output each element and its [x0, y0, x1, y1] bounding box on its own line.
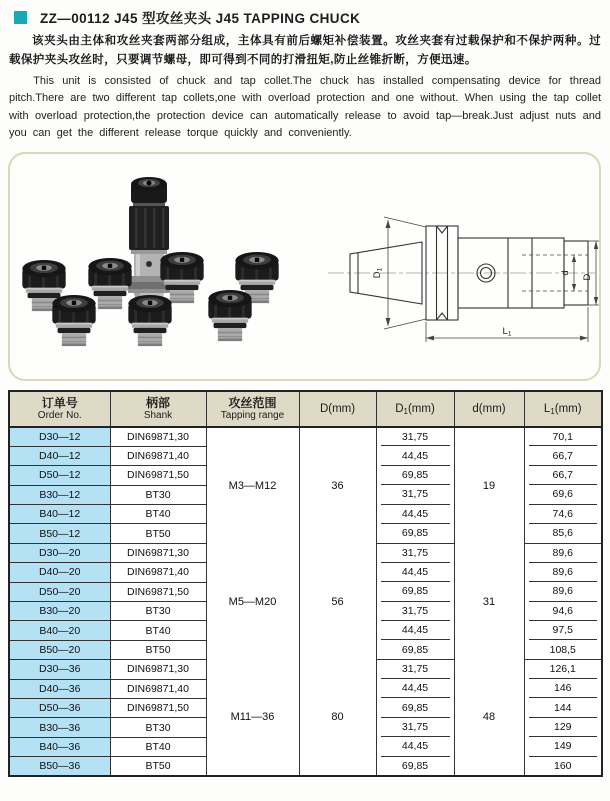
shank-cell: BT50	[110, 524, 206, 543]
l1-cell: 146	[524, 679, 602, 698]
l1-cell: 85,6	[524, 524, 602, 543]
order-no-cell: B50—12	[9, 524, 110, 543]
l1-cell: 129	[524, 718, 602, 737]
d1-cell: 31,75	[376, 543, 454, 562]
product-image-panel	[8, 152, 601, 381]
shank-cell: DIN69871,40	[110, 446, 206, 465]
header-D: D(mm)	[299, 391, 376, 427]
order-no-cell: B50—36	[9, 757, 110, 776]
l1-cell: 89,6	[524, 563, 602, 582]
order-no-cell: B30—20	[9, 602, 110, 621]
d1-cell: 31,75	[376, 485, 454, 504]
header-D1: $D_1(mm)$	[376, 391, 454, 427]
tapping-range-cell: M5—M20	[206, 543, 299, 659]
spec-table	[8, 390, 603, 777]
order-no-cell: D30—20	[9, 543, 110, 562]
shank-cell: DIN69871,50	[110, 698, 206, 717]
order-no-cell: D30—12	[9, 427, 110, 446]
order-no-cell: D40—12	[9, 446, 110, 465]
header-tapping-range: 攻丝范围 Tapping range	[206, 391, 299, 427]
d1-cell: 44,45	[376, 737, 454, 756]
table-row	[9, 660, 602, 679]
order-no-cell: D50—12	[9, 466, 110, 485]
l1-cell: 149	[524, 737, 602, 756]
shank-cell: DIN69871,30	[110, 660, 206, 679]
header-d: d(mm)	[454, 391, 524, 427]
shank-cell: DIN69871,50	[110, 466, 206, 485]
l1-cell: 144	[524, 698, 602, 717]
shank-cell: BT40	[110, 505, 206, 524]
d-minor-cell: 48	[454, 660, 524, 776]
description-cn: 该夹头由主体和攻丝夹套两部分组成，主体具有前后螺矩补偿装置。攻丝夹套有过载保护和不保护两种。过载保护夹头攻丝时，只要调节螺母，即可得到不同的打滑扭矩,防止丝锥折断，方便迅速。	[9, 35, 601, 66]
d1-cell: 31,75	[376, 718, 454, 737]
d1-cell: 69,85	[376, 466, 454, 485]
order-no-cell: B40—36	[9, 737, 110, 756]
l1-cell: 70,1	[524, 427, 602, 446]
order-no-cell: D50—36	[9, 698, 110, 717]
l1-cell: 69,6	[524, 485, 602, 504]
order-no-cell: D40—20	[9, 563, 110, 582]
d-major-cell: 80	[299, 660, 376, 776]
header-order-no: 订单号 Order No.	[9, 391, 110, 427]
shank-cell: BT30	[110, 485, 206, 504]
d1-cell: 44,45	[376, 505, 454, 524]
section-bullet-icon	[14, 11, 27, 24]
svg-text:D: D	[582, 273, 593, 281]
shank-cell: BT30	[110, 602, 206, 621]
order-no-cell: D40—36	[9, 679, 110, 698]
d-major-cell: 56	[299, 543, 376, 659]
shank-cell: DIN69871,50	[110, 582, 206, 601]
svg-text:D1: D1	[372, 267, 384, 279]
l1-cell: 89,6	[524, 543, 602, 562]
shank-cell: BT40	[110, 621, 206, 640]
shank-cell: DIN69871,30	[110, 543, 206, 562]
l1-cell: 97,5	[524, 621, 602, 640]
l1-cell: 160	[524, 757, 602, 776]
d1-cell: 31,75	[376, 602, 454, 621]
order-no-cell: D30—36	[9, 660, 110, 679]
l1-cell: 66,7	[524, 446, 602, 465]
svg-text:d: d	[560, 270, 571, 276]
header-shank: 柄部 Shank	[110, 391, 206, 427]
d1-cell: 69,85	[376, 524, 454, 543]
l1-cell: 74,6	[524, 505, 602, 524]
shank-cell: DIN69871,30	[110, 427, 206, 446]
d1-cell: 69,85	[376, 582, 454, 601]
tapping-range-cell: M3—M12	[206, 427, 299, 543]
shank-cell: BT40	[110, 737, 206, 756]
title-row	[14, 9, 610, 25]
order-no-cell: B30—12	[9, 485, 110, 504]
l1-cell: 89,6	[524, 582, 602, 601]
order-no-cell: B40—20	[9, 621, 110, 640]
svg-text:L1: L1	[502, 326, 512, 338]
shank-cell: BT30	[110, 718, 206, 737]
shank-cell: DIN69871,40	[110, 679, 206, 698]
d1-cell: 31,75	[376, 427, 454, 446]
dim-d	[560, 255, 576, 291]
d-minor-cell: 19	[454, 427, 524, 543]
table-row	[9, 543, 602, 562]
d1-cell: 44,45	[376, 446, 454, 465]
d1-cell: 44,45	[376, 563, 454, 582]
d1-cell: 44,45	[376, 679, 454, 698]
order-no-cell: B50—20	[9, 640, 110, 659]
d1-cell: 69,85	[376, 640, 454, 659]
page-title: ZZ—00112 J45 型攻丝夹头 J45 TAPPING CHUCK	[40, 11, 361, 26]
shank-cell: BT50	[110, 757, 206, 776]
l1-cell: 126,1	[524, 660, 602, 679]
header-L1: $L_1(mm)$	[524, 391, 602, 427]
d1-cell: 31,75	[376, 660, 454, 679]
order-no-cell: B30—36	[9, 718, 110, 737]
dim-l1	[426, 307, 588, 342]
order-no-cell: D50—20	[9, 582, 110, 601]
d1-cell: 69,85	[376, 698, 454, 717]
d-minor-cell: 31	[454, 543, 524, 659]
l1-cell: 108,5	[524, 640, 602, 659]
l1-cell: 66,7	[524, 466, 602, 485]
shank-cell: DIN69871,40	[110, 563, 206, 582]
d1-cell: 69,85	[376, 757, 454, 776]
order-no-cell: B40—12	[9, 505, 110, 524]
technical-drawing	[10, 154, 599, 379]
d1-cell: 44,45	[376, 621, 454, 640]
d-major-cell: 36	[299, 427, 376, 543]
description-en: This unit is consisted of chuck and tap collet.The chuck has installed compensating device for thread pitch.There are two different tap collets,one with overload protection and one without. When using the tap collet with overload protection,the protection device can automatically release to avoid tap—break.Just adjust nuts and you can get the different release torque quickly and conveniently.	[9, 75, 601, 140]
table-header-row	[9, 391, 602, 427]
tapping-range-cell: M11—36	[206, 660, 299, 776]
table-row	[9, 427, 602, 446]
l1-cell: 94,6	[524, 602, 602, 621]
shank-cell: BT50	[110, 640, 206, 659]
